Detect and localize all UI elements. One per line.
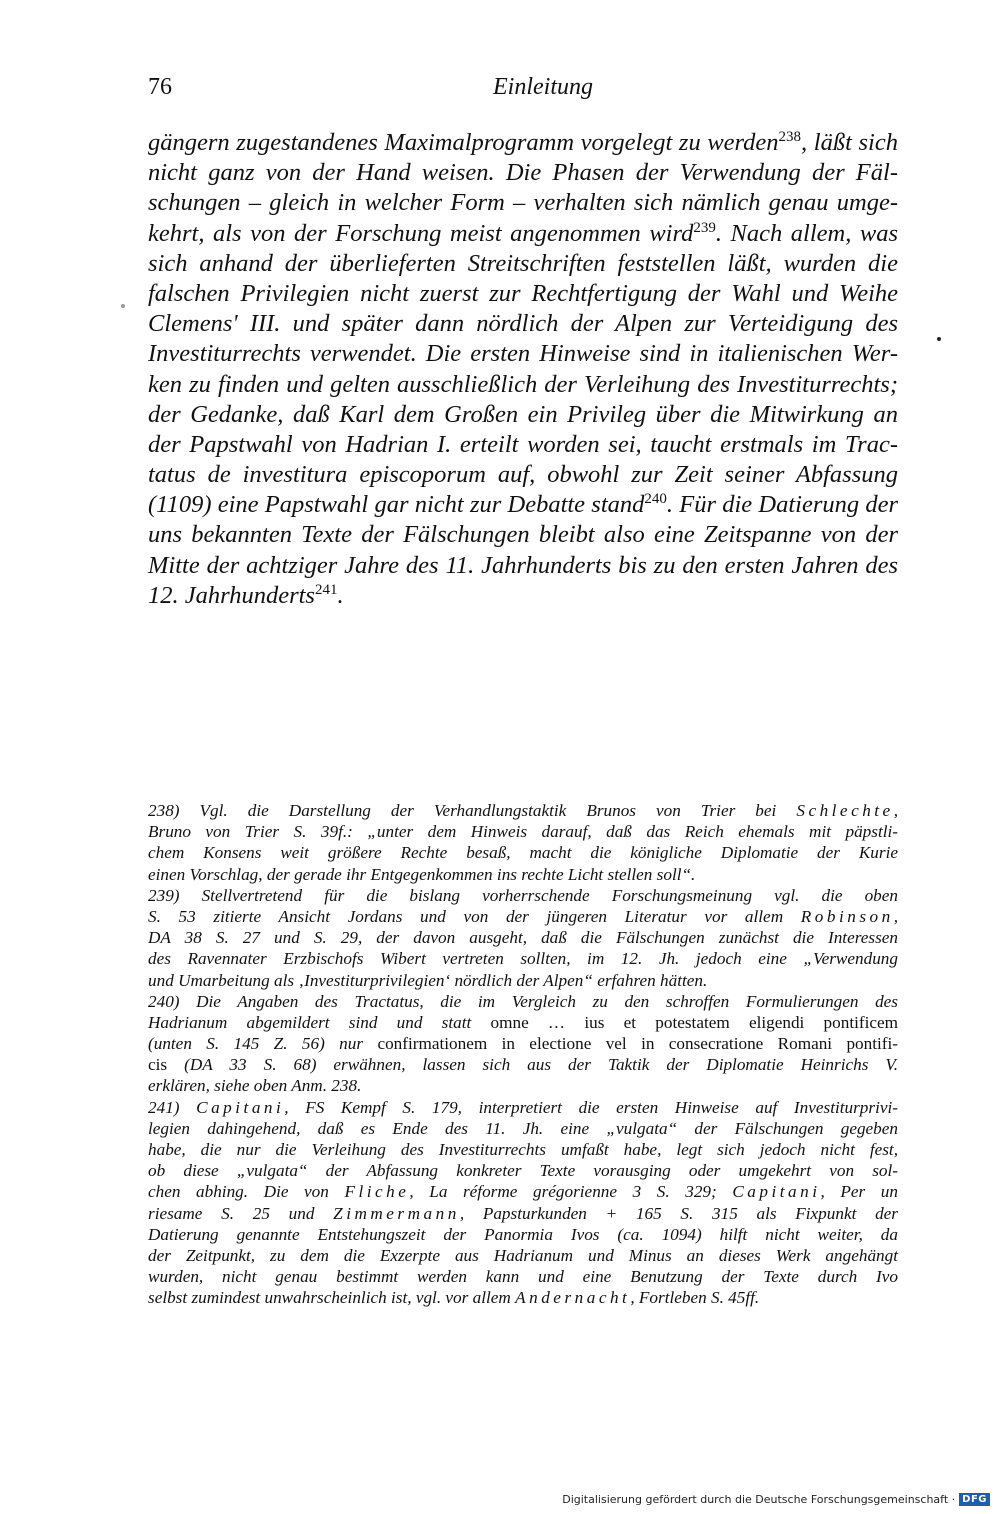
footnote-line: erklären, siehe oben Anm. 238. (148, 1076, 362, 1096)
running-head (148, 74, 898, 106)
text-line: gängern zugestandenes Maximalprogramm vorgelegt zu werden$^{238}$, läßt sich (148, 129, 898, 156)
footnote-line: habe, die nur die Verleihung des Investiturrechts umfaßt habe, legt sich jedoch nicht fest, (148, 1140, 898, 1159)
footnote-line: der Zeitpunkt, zu dem die Exzerpte aus Hadrianum und Minus an dieses Werk angehängt (148, 1245, 898, 1265)
footnote-line: cis (DA 33 S. 68) erwähnen, lassen sich aus der Taktik der Diplomatie Heinrichs V. (148, 1055, 898, 1075)
text-line: schungen – gleich in welcher Form – verhalten sich nämlich genau umge- (148, 189, 898, 217)
latin-quote: cis (148, 1055, 168, 1075)
footnote-line: riesame S. 25 und Zimmermann, Papsturkunden + 165 S. 315 als Fixpunkt der (148, 1203, 898, 1223)
text-line: Mitte der achtziger Jahre des 11. Jahrhunderts bis zu den ersten Jahren des (148, 551, 898, 579)
author-name: Schlechte (796, 801, 894, 820)
author-name: Capitani (732, 1182, 821, 1202)
footnote-line: (unten S. 145 Z. 56) nur confirmationem in electione vel in consecratione Romani pontifi- (148, 1034, 898, 1054)
footnote-line: Bruno von Trier S. 39f.: „unter dem Hinweis darauf, daß das Reich ehemals mit päpstli- (148, 822, 898, 842)
footnote-238: 238) Vgl. die Darstellung der Verhandlungstaktik Brunos von Trier bei Schlechte, (148, 801, 898, 820)
footnote-line: einen Vorschlag, der gerade ihr Entgegenkommen ins rechte Licht stellen soll“. (148, 864, 696, 884)
footnote-line: Hadrianum abgemildert sind und statt omne … ius et potestatem eligendi pontificem (148, 1012, 898, 1032)
text-line: Clemens' III. und später dann nördlich der Alpen zur Verteidigung des (148, 310, 898, 338)
text-line: 12. Jahrhunderts$^{241}$. (148, 581, 344, 609)
text-line: falschen Privilegien nicht zuerst zur Rechtfertigung der Wahl und Weihe (148, 279, 898, 307)
footnote-line: Datierung genannte Entstehungszeit der Panormia Ivos (ca. 1094) hilft nicht weiter, da (148, 1224, 898, 1244)
footnote-line: S. 53 zitierte Ansicht Jordans und von der jüngeren Literatur vor allem Robinson, (148, 906, 898, 926)
digitization-credit (562, 1493, 990, 1506)
footnote-line: des Ravennater Erzbischofs Wibert vertreten sollten, im 12. Jh. jedoch eine „Verwendung (148, 949, 898, 969)
page-number: 76 (148, 74, 172, 100)
text-line: tatus de investitura episcoporum auf, obwohl zur Zeit seiner Abfassung (148, 461, 898, 489)
margin-dot (937, 337, 941, 341)
text-line: nicht ganz von der Hand weisen. Die Phasen der Verwendung der Fäl- (148, 159, 898, 187)
margin-mark (121, 304, 125, 308)
footnote-line: ob diese „vulgata“ der Abfassung konkreter Texte vorausging oder umgekehrt von sol- (148, 1161, 898, 1181)
chapter-title: Einleitung (493, 74, 593, 100)
footnote-241: 241) Capitani, FS Kempf S. 179, interpretiert die ersten Hinweise auf Investiturprivi- (148, 1097, 898, 1117)
footnote-line: wurden, nicht genau bestimmt werden kann und eine Benutzung der Texte durch Ivo (148, 1267, 898, 1287)
footnote-line: chem Konsens weit größere Rechte besaß, macht die königliche Diplomatie der Kurie (148, 843, 898, 863)
text-line: (1109) eine Papstwahl gar nicht zur Debatte stand$^{240}$. Für die Datierung der (148, 491, 899, 519)
footnotes (148, 800, 898, 1309)
footnote-239: 239) Stellvertretend für die bislang vorherrschende Forschungsmeinung vgl. die oben (148, 885, 898, 905)
text-line: Investiturrechts verwendet. Die ersten Hinweise sind in italienischen Wer- (148, 340, 898, 368)
footnote-line: legien dahingehend, daß es Ende des 11. Jh. eine „vulgata“ der Fälschungen gegeben (148, 1118, 898, 1138)
author-name: Zimmermann (333, 1203, 460, 1223)
text-line: der Gedanke, daß Karl dem Großen ein Privileg über die Mitwirkung an (148, 400, 898, 428)
text-line: uns bekannten Texte der Fälschungen bleibt also eine Zeitspanne von der (148, 521, 898, 549)
footnote-ref[interactable]: 240 (644, 491, 667, 508)
latin-quote: omne … ius et potestatem eligendi pontificem (490, 1012, 898, 1032)
footnote-ref[interactable]: 241 (314, 581, 338, 598)
footnote-240: 240) Die Angaben des Tractatus, die im Vergleich zu den schroffen Formulierungen des (148, 991, 898, 1011)
footnote-line: DA 38 S. 27 und S. 29, der davon ausgeht, daß die Fälschungen zunächst die Interessen (148, 928, 898, 948)
main-text (148, 128, 898, 611)
author-name: Fliche (344, 1182, 410, 1202)
latin-quote: confirmationem in electione vel in consecratione Romani pontifi- (377, 1034, 898, 1054)
footnote-line: selbst zumindest unwahrscheinlich ist, vgl. vor allem Andernacht, Fortleben S. 45ff. (148, 1288, 760, 1308)
text-line: sich anhand der überlieferten Streitschriften feststellen läßt, wurden die (148, 249, 898, 277)
footnote-line: chen abhing. Die von Fliche, La réforme grégorienne 3 S. 329; Capitani, Per un (148, 1182, 898, 1202)
footnote-ref[interactable]: 239 (693, 219, 716, 236)
credit-text: Digitalisierung gefördert durch die Deutsche Forschungsgemeinschaft · (562, 1493, 956, 1506)
dfg-logo-icon: DFG (959, 1493, 990, 1506)
footnote-ref[interactable]: 238 (778, 129, 802, 145)
author-name: Andernacht (515, 1288, 631, 1308)
footnote-line: und Umarbeitung als ‚Investiturprivilegien‘ nördlich der Alpen“ erfahren hätten. (148, 970, 708, 990)
text-line: ken zu finden und gelten ausschließlich der Verleihung des Investiturrechts; (148, 370, 898, 398)
text-line: der Papstwahl von Hadrian I. erteilt worden sei, taucht erstmals im Trac- (148, 430, 898, 458)
author-name: Robinson (800, 906, 894, 926)
text-line: kehrt, als von der Forschung meist angenommen wird$^{239}$. Nach allem, was (148, 219, 899, 247)
author-name: Capitani (196, 1097, 285, 1117)
